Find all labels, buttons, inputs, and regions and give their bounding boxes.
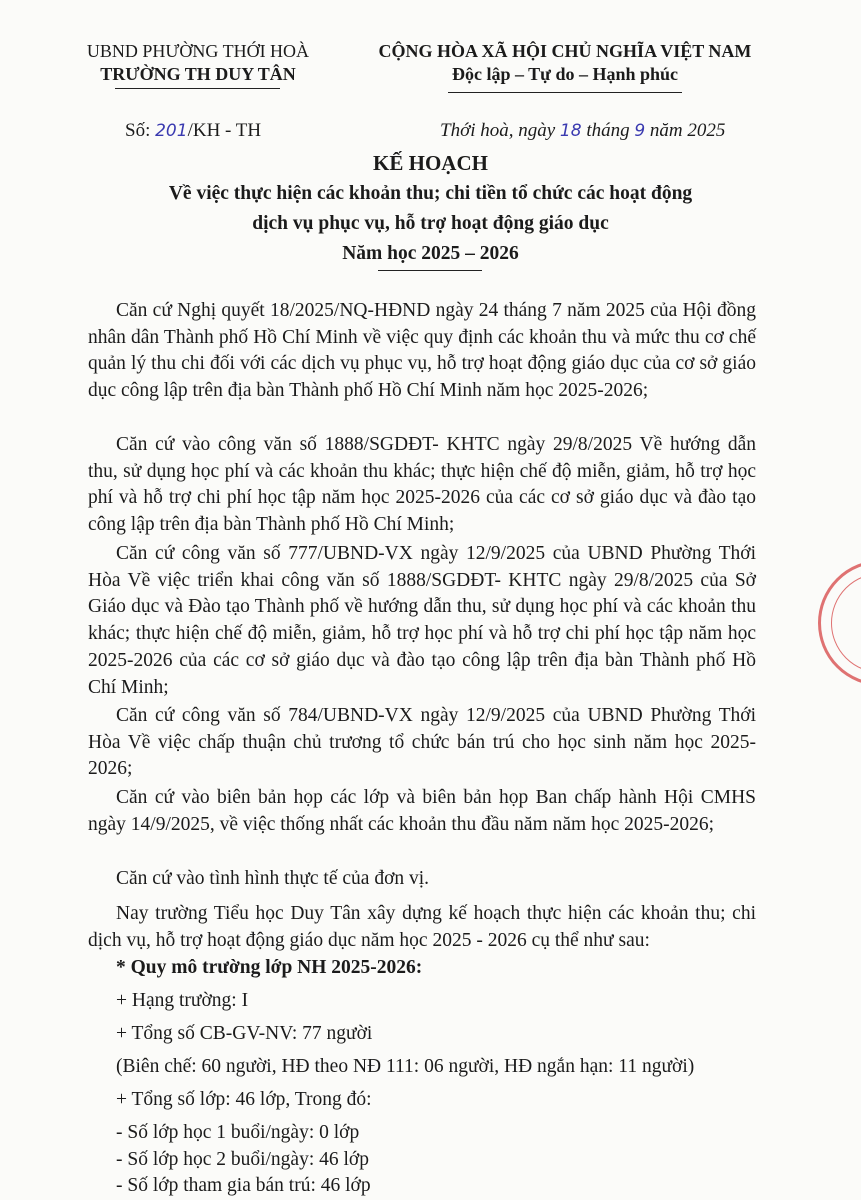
nation-motto: Độc lập – Tự do – Hạnh phúc [451,64,679,84]
doc-number-handwritten: 201 [155,121,188,141]
list-item: - Số lớp tham gia bán trú: 46 lớp [116,1175,371,1196]
date-part2: tháng [581,120,635,141]
paragraph-plan-intro: Nay trường Tiểu học Duy Tân xây dựng kế hoạch thực hiện các khoản thu; chi dịch vụ, hỗ trợ hoạt động giáo dục năm học 2025 - 2026 cụ thể như sau: [88,903,756,951]
org-underline [115,88,280,89]
org-parent: UBND PHƯỜNG THỚI HOÀ [86,41,310,61]
paragraph-legal-basis-5: Căn cứ vào biên bản họp các lớp và biên bản họp Ban chấp hành Hội CMHS ngày 14/9/2025, về việc thống nhất các khoản thu đầu năm năm học 2025-2026; [88,787,756,835]
list-item: + Tổng số CB-GV-NV: 77 người [116,1023,373,1044]
date-part3: năm 2025 [645,120,726,141]
paragraph-legal-basis-4: Căn cứ công văn số 784/UBND-VX ngày 12/9/2025 của UBND Phường Thới Hòa Về việc chấp thuận chủ trương tổ chức bán trú cho học sinh năm học 2025-2026; [88,705,756,780]
paragraph-legal-basis-2: Căn cứ vào công văn số 1888/SGDĐT- KHTC ngày 29/8/2025 Về hướng dẫn thu, sử dụng học phí và các khoản thu khác; thực hiện chế độ miễn, giảm, hỗ trợ học phí và hỗ trợ chi phí học tập năm học 2025-2026 của các cơ sở giáo dục và đào tạo công lập trên địa bàn Thành phố Hồ Chí Minh; [88,434,756,536]
date-line [440,120,725,142]
nation-title: CỘNG HÒA XÃ HỘI CHỦ NGHĨA VIỆT NAM [378,41,752,61]
doc-subtitle-2: dịch vụ phục vụ, hỗ trợ hoạt động giáo dục [252,213,609,234]
official-stamp [818,560,861,686]
date-part1: Thới hoà, ngày [440,120,560,141]
paragraph-legal-basis-6: Căn cứ vào tình hình thực tế của đơn vị. [116,868,430,889]
date-month-handwritten: 9 [634,121,646,141]
list-item: - Số lớp học 1 buổi/ngày: 0 lớp [116,1122,360,1143]
list-item: + Hạng trường: I [116,990,249,1011]
date-day-handwritten: 18 [559,121,582,141]
motto-underline [448,92,682,93]
paragraph-legal-basis-1: Căn cứ Nghị quyết 18/2025/NQ-HĐND ngày 24 tháng 7 năm 2025 của Hội đồng nhân dân Thành phố Hồ Chí Minh về việc quy định các khoản thu và mức thu cơ chế quản lý thu chi đối với các dịch vụ phục vụ, hỗ trợ hoạt động giáo dục của cơ sở giáo dục công lập trên địa bàn Thành phố Hồ Chí Minh năm học 2025-2026; [88,300,756,402]
list-item: - Số lớp học 2 buổi/ngày: 46 lớp [116,1149,369,1170]
list-item: + Tổng số lớp: 46 lớp, Trong đó: [116,1089,372,1110]
doc-number-prefix: Số: [125,120,156,141]
doc-number-suffix: /KH - TH [187,120,262,141]
org-school: TRƯỜNG TH DUY TÂN [100,64,296,84]
doc-title: KẾ HOẠCH [373,151,488,175]
section-heading-school-scale: * Quy mô trường lớp NH 2025-2026: [116,957,423,978]
document-number [125,120,261,142]
paragraph-legal-basis-3: Căn cứ công văn số 777/UBND-VX ngày 12/9/2025 của UBND Phường Thới Hòa Về việc triển khai công văn số 1888/SGDĐT- KHTC ngày 29/8/2025 của Sở Giáo dục và Đào tạo Thành phố về hướng dẫn thu, sử dụng học phí và các khoản thu khác; thực hiện chế độ miễn, giảm, hỗ trợ học phí và hỗ trợ chi phí học tập năm học 2025-2026 của các cơ sở giáo dục và đào tạo công lập trên địa bàn Thành phố Hồ Chí Minh; [88,543,756,698]
doc-subtitle-1: Về việc thực hiện các khoản thu; chi tiền tổ chức các hoạt động [168,183,693,204]
list-item: (Biên chế: 60 người, HĐ theo NĐ 111: 06 người, HĐ ngắn hạn: 11 người) [116,1056,695,1077]
title-underline [378,270,482,271]
doc-school-year: Năm học 2025 – 2026 [342,243,519,264]
